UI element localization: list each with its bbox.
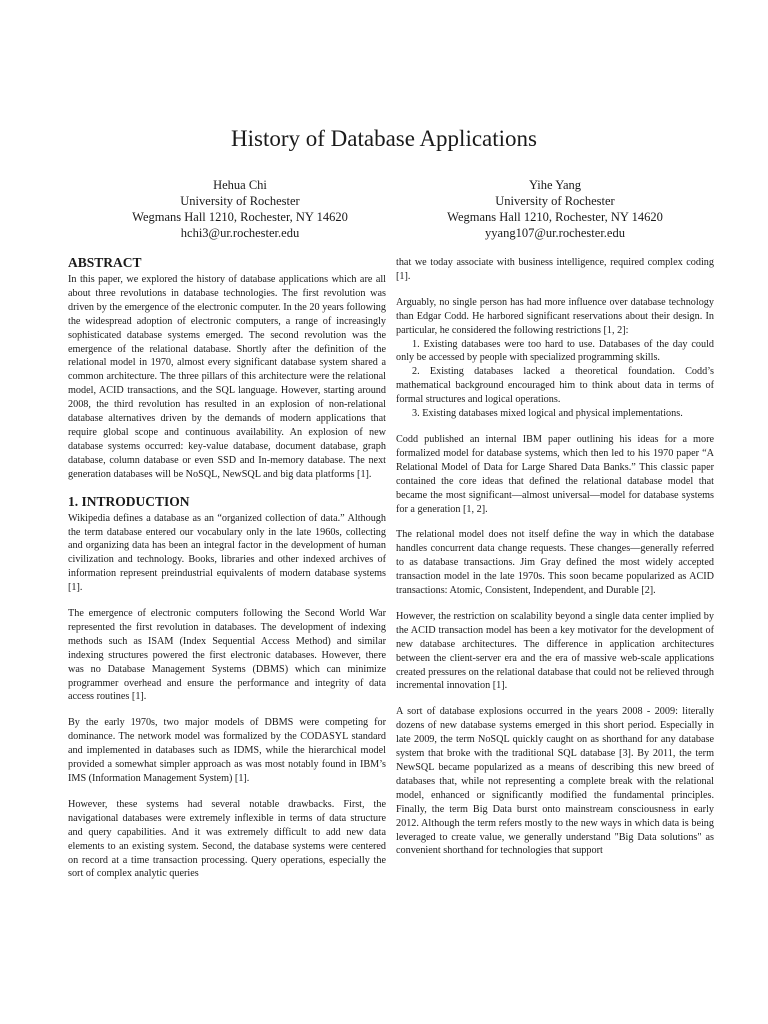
author-name: Yihe Yang bbox=[528, 178, 582, 192]
author-email: hchi3@ur.rochester.edu bbox=[180, 226, 300, 240]
intro-paragraph-2: The emergence of electronic computers following the Second World War represented the first revolution in databases. The development of indexing methods such as ISAM (Index Sequential Access Method) and similar indexing structures powered the first electronic databases. However, there was no Database Management Systems (DBMS) which can minimize programmer overhead and ensure the performance and integrity of data access routines [1]. bbox=[68, 608, 386, 703]
right-paragraph-3: The relational model does not itself define the way in which the database handles concurrent data change requests. These changes—generally referred to as database transactions. Jim Gray defined the most widely accepted transaction model in the late 1970s. This soon became popularized as ACID transactions: Atomic, Consistent, Independent, and Durable [2]. bbox=[396, 529, 714, 597]
right-paragraph-2: Codd published an internal IBM paper outlining his ideas for a more formalized model for database systems, which then led to his 1970 paper “A Relational Model of Data for Large Shared Data Banks.” This classic paper contained the core ideas that defined the relational database model that became the most significant—almost universal—model for database systems for a generation [1, 2]. bbox=[396, 433, 714, 515]
author-email: yyang107@ur.rochester.edu bbox=[485, 226, 625, 240]
right-column bbox=[396, 256, 714, 870]
right-paragraph-5: A sort of database explosions occurred in the years 2008 - 2009: literally dozens of new database systems emerged in this short period. Especially in late 2009, the term NoSQL quickly caught on as shorthand for any database system that broke with the traditional SQL database [3]. By 2011, the term NewSQL became popularized as a means of describing this new breed of databases that, while not representing a complete break with the relational model, enhanced or significantly modified the fundamental principles. Finally, the term Big Data burst onto mainstream consciousness in early 2012. Although the term refers mostly to the new ways in which data is being leveraged to create value, we generally understand "Big Data solutions" as convenient shorthand for technologies that support bbox=[396, 706, 714, 857]
intro-paragraph-1: Wikipedia defines a database as an “organized collection of data.” Although the term database entered our vocabulary only in the late 1960s, collecting and organizing data has been an integral factor in the development of human civilization and technology. Books, libraries and other indexed archives of information represent preindustrial equivalents of modern database systems [1]. bbox=[68, 512, 386, 594]
right-paragraph-4: However, the restriction on scalability beyond a single data center implied by the ACID transaction model has been a key motivator for the development of new database architectures. The difference in application architectures between the client-server era and the era of massive web-scale applications created pressures on the relational database that could not be relieved through incremental innovation [1]. bbox=[396, 610, 714, 692]
author-address: Wegmans Hall 1210, Rochester, NY 14620 bbox=[447, 210, 663, 224]
author-name: Hehua Chi bbox=[213, 178, 267, 192]
author-affiliation: University of Rochester bbox=[180, 194, 300, 208]
right-paragraph-0: that we today associate with business intelligence, required complex coding [1]. bbox=[396, 257, 714, 282]
author-affiliation: University of Rochester bbox=[495, 194, 615, 208]
right-paragraph-1: Arguably, no single person has had more influence over database technology than Edgar Codd. He harbored significant reservations about their design. In particular, he considered the following restrictions [1, 2]: bbox=[396, 296, 714, 336]
introduction-heading: 1. INTRODUCTION bbox=[68, 493, 190, 509]
restriction-item-3: 3. Existing databases mixed logical and physical implementations. bbox=[412, 408, 683, 420]
author-block-1 bbox=[85, 177, 395, 241]
left-column bbox=[68, 255, 386, 893]
abstract-heading: ABSTRACT bbox=[68, 255, 142, 270]
author-block-2 bbox=[400, 177, 710, 241]
paper-title: History of Database Applications bbox=[231, 126, 537, 151]
restriction-item-1: 1. Existing databases were too hard to use. Databases of the day could only be accessed by people with specialized programming skills. bbox=[396, 338, 714, 364]
intro-paragraph-3: By the early 1970s, two major models of DBMS were competing for dominance. The network model was formalized by the CODASYL standard and implemented in databases such as IDMS, while the hierarchical model provided a somewhat simpler approach as was most notably found in IBM’s IMS (Information Management System) [1]. bbox=[68, 717, 386, 784]
abstract-text: In this paper, we explored the history of database applications which are all about three revolutions in database technologies. The first revolution was driven by the emergence of the electronic computer. In the 20 years following the widespread adoption of electronic computers, a range of increasingly sophisticated database systems emerged. The second revolution was the emergence of the relational database. Shortly after the definition of the relational model in 1970, almost every significant database system shared a common architecture. The three pillars of this architecture were the relational model, ACID transactions, and the SQL language. However, starting around 2008, the third revolution has resulted in an explosion of non-relational database alternatives driven by the demands of modern applications that require global scope and continuous availability. An explosion of new database systems occurred: key-value database, document database, graph database, column database or even SSD and In-memory database. The next generation databases will be NoSQL, NewSQL and big data platforms [1]. bbox=[68, 274, 386, 480]
restriction-item-2: 2. Existing databases lacked a theoretical foundation. Codd’s mathematical background encouraged him to think about data in terms of formal structures and logical operations. bbox=[396, 366, 714, 406]
author-address: Wegmans Hall 1210, Rochester, NY 14620 bbox=[132, 210, 348, 224]
intro-paragraph-4: However, these systems had several notable drawbacks. First, the navigational databases were extremely inflexible in terms of data structure and query capabilities. And it was extremely difficult to add new data elements to an existing system. Second, the database systems were centered on record at a time transaction processing. Query operations, especially the sort of complex analytic queries bbox=[68, 798, 386, 880]
